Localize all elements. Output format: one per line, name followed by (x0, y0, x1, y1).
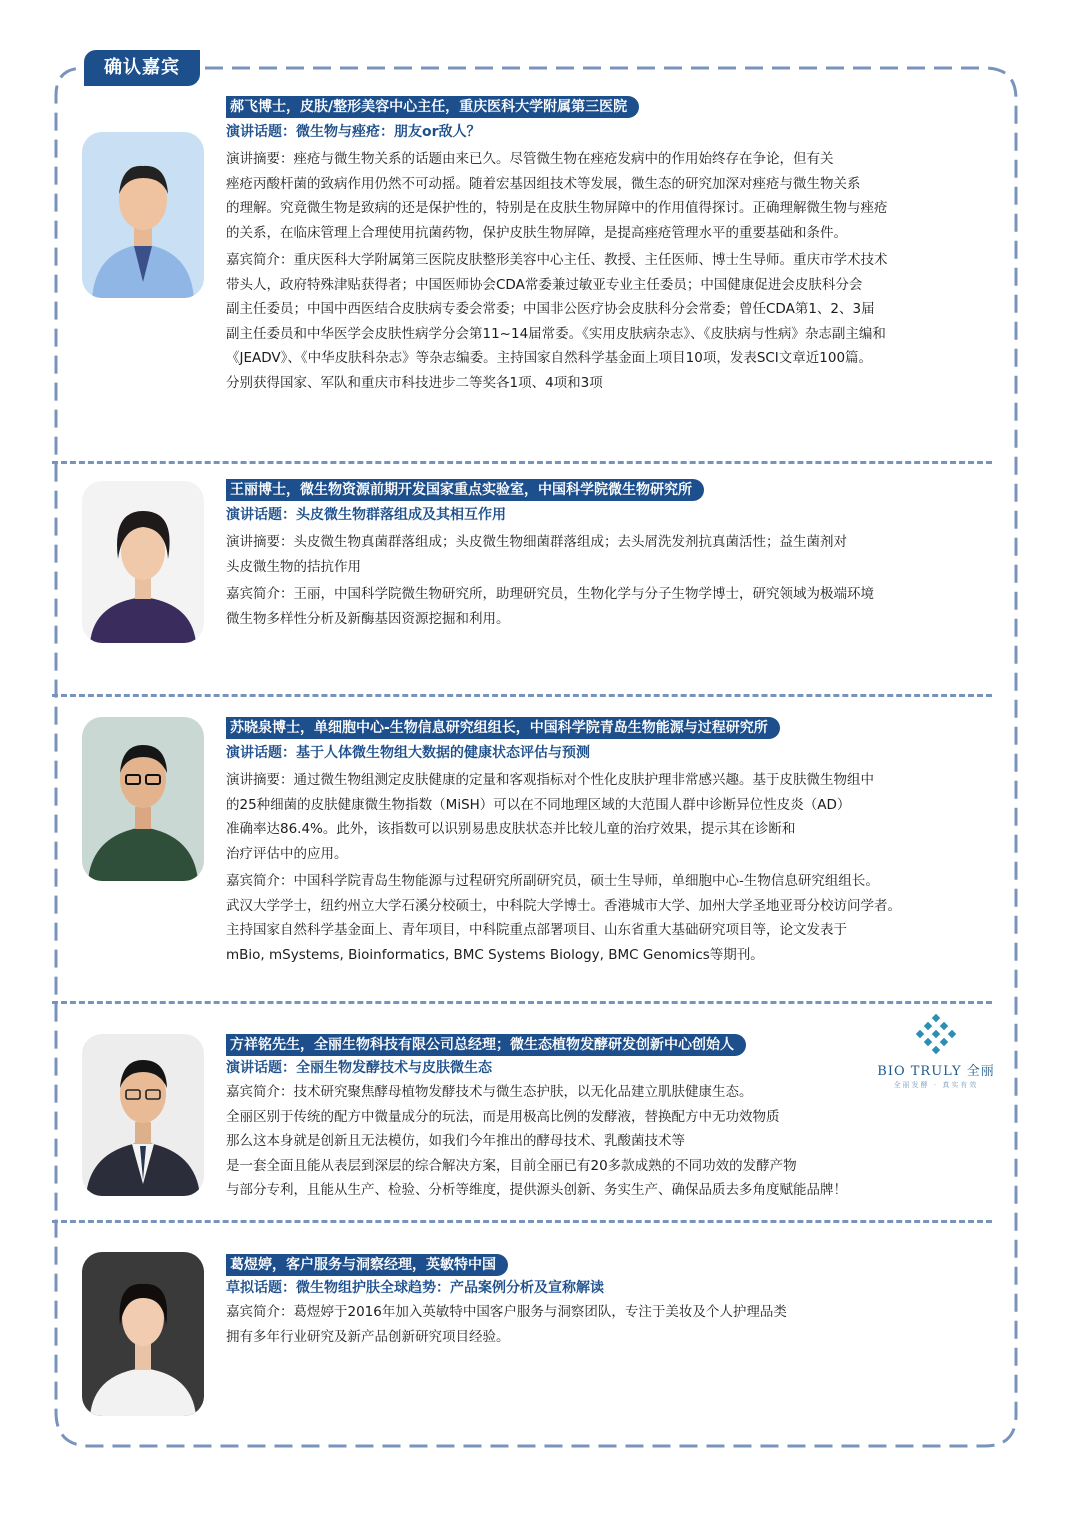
bio-line: 《JEADV》、《中华皮肤科杂志》等杂志编委。主持国家自然科学基金面上项目10项，发表SCI文章近100篇。 (226, 350, 873, 366)
divider (52, 1220, 992, 1223)
portrait-icon (82, 132, 204, 298)
speaker-bio (226, 869, 1008, 967)
section-title: 确认嘉宾 (84, 50, 200, 86)
speaker-topic: 演讲话题：全丽生物发酵技术与皮肤微生态 (226, 1060, 492, 1076)
abstract-line: 准确率达86.4%。此外，该指数可以识别易患皮肤状态并比较儿童的治疗效果，提示其在诊断和 (226, 821, 796, 837)
abstract-line: 演讲摘要：通过微生物组测定皮肤健康的定量和客观指标对个性化皮肤护理非常感兴趣。基于皮肤微生物组中 (226, 772, 874, 788)
bio-line: 嘉宾简介：中国科学院青岛生物能源与过程研究所副研究员，硕士生导师，单细胞中心-生物信息研究组组长。 (226, 873, 879, 889)
bio-line: 嘉宾简介：王丽，中国科学院微生物研究所，助理研究员，生物化学与分子生物学博士，研究领域为极端环境 (226, 586, 874, 602)
speaker-name: 王丽博士，微生物资源前期开发国家重点实验室，中国科学院微生物研究所 (226, 479, 704, 501)
bio-line: 嘉宾简介：葛煜婷于2016年加入英敏特中国客户服务与洞察团队，专注于美妆及个人护理品类 (226, 1304, 787, 1320)
divider (52, 694, 992, 697)
portrait-icon (82, 717, 204, 881)
speaker-topic: 演讲话题：头皮微生物群落组成及其相互作用 (226, 507, 506, 523)
bio-line: mBio, mSystems, Bioinformatics, BMC Systems Biology, BMC Genomics等期刊。 (226, 946, 764, 963)
bio-line: 主持国家自然科学基金面上、青年项目，中科院重点部署项目、山东省重大基础研究项目等，论文发表于 (226, 922, 847, 938)
abstract-line: 演讲摘要：头皮微生物真菌群落组成；头皮微生物细菌群落组成；去头屑洗发剂抗真菌活性；益生菌剂对 (226, 534, 847, 550)
logo-brand-text: BIO TRULY 全丽 (877, 1064, 995, 1079)
abstract-line: 的关系，在临床管理上合理使用抗菌药物，保护皮肤生物屏障，是提高痤疮管理水平的重要基础和条件。 (226, 224, 847, 241)
speaker-abstract (226, 768, 1008, 866)
bio-line: 全丽区别于传统的配方中微量成分的玩法，而是用极高比例的发酵液，替换配方中无功效物质 (226, 1108, 780, 1125)
portrait-icon (82, 1034, 204, 1196)
biotruly-logo-icon (913, 1012, 959, 1058)
abstract-line: 演讲摘要：痤疮与微生物关系的话题由来已久。尽管微生物在痤疮发病中的作用始终存在争论，但有关 (226, 151, 834, 167)
speaker-name: 郝飞博士，皮肤/整形美容中心主任，重庆医科大学附属第三医院 (226, 96, 639, 118)
abstract-line: 的25种细菌的皮肤健康微生物指数（MiSH）可以在不同地理区域的大范围人群中诊断异位性皮炎（AD） (226, 796, 851, 813)
bio-line: 带头人，政府特殊津贴获得者；中国医师协会CDA常委兼过敏亚专业主任委员；中国健康促进会皮肤科分会 (226, 276, 863, 293)
speaker-name: 葛煜婷，客户服务与洞察经理，英敏特中国 (226, 1254, 508, 1276)
speaker-abstract (226, 530, 1008, 579)
speaker-photo (82, 1034, 204, 1196)
speaker-name: 苏晓泉博士，单细胞中心-生物信息研究组组长，中国科学院青岛生物能源与过程研究所 (226, 717, 780, 739)
speaker-photo (82, 717, 204, 881)
logo-tagline: 全丽发酵 · 真实有效 (893, 1081, 979, 1089)
bio-line: 微生物多样性分析及新酶基因资源挖掘和利用。 (226, 610, 510, 627)
bio-line: 嘉宾简介：技术研究聚焦酵母植物发酵技术与微生态护肤，以无化品建立肌肤健康生态。 (226, 1084, 753, 1100)
speaker-photo (82, 132, 204, 298)
speaker-bio (226, 248, 1008, 395)
speaker-photo (82, 1252, 204, 1416)
portrait-icon (82, 1252, 204, 1416)
speaker-photo (82, 481, 204, 643)
speaker-topic: 演讲话题：微生物与痤疮：朋友or敌人？ (226, 124, 481, 140)
speaker-topic: 演讲话题：基于人体微生物组大数据的健康状态评估与预测 (226, 745, 590, 761)
portrait-icon (82, 481, 204, 643)
abstract-line: 的理解。究竟微生物是致病的还是保护性的，特别是在皮肤生物屏障中的作用值得探讨。正确理解微生物与痤疮 (226, 200, 888, 216)
bio-line: 与部分专利，且能从生产、检验、分析等维度，提供源头创新、务实生产、确保品质去多角度赋能品牌！ (226, 1182, 847, 1198)
speaker-bio (226, 1300, 1008, 1349)
bio-line: 那么这本身就是创新且无法模仿，如我们今年推出的酵母技术、乳酸菌技术等 (226, 1133, 685, 1149)
brand-logo (862, 1012, 1010, 1104)
speaker-name: 方祥铭先生，全丽生物科技有限公司总经理；微生态植物发酵研发创新中心创始人 (226, 1034, 746, 1056)
bio-line: 是一套全面且能从表层到深层的综合解决方案，目前全丽已有20多款成熟的不同功效的发酵产物 (226, 1157, 797, 1174)
bio-line: 武汉大学学士，纽约州立大学石溪分校硕士，中科院大学博士。香港城市大学、加州大学圣地亚哥分校访问学者。 (226, 897, 901, 914)
divider (52, 461, 992, 464)
bio-line: 分别获得国家、军队和重庆市科技进步二等奖各1项、4项和3项 (226, 374, 603, 391)
divider (52, 1001, 992, 1004)
bio-line: 嘉宾简介：重庆医科大学附属第三医院皮肤整形美容中心主任、教授、主任医师、博士生导师。重庆市学术技术 (226, 252, 888, 268)
speaker-bio (226, 582, 1008, 631)
bio-line: 拥有多年行业研究及新产品创新研究项目经验。 (226, 1328, 510, 1345)
bio-line: 副主任委员和中华医学会皮肤性病学分会第11~14届常委。《实用皮肤病杂志》、《皮肤病与性病》杂志副主编和 (226, 325, 886, 342)
abstract-line: 痤疮丙酸杆菌的致病作用仍然不可动摇。随着宏基因组技术等发展，微生态的研究加深对痤疮与微生物关系 (226, 175, 861, 192)
speaker-topic: 草拟话题：微生物组护肤全球趋势：产品案例分析及宣称解读 (226, 1280, 604, 1296)
abstract-line: 治疗评估中的应用。 (226, 845, 348, 862)
speaker-abstract (226, 147, 1008, 245)
bio-line: 副主任委员；中国中西医结合皮肤病专委会常委；中国非公医疗协会皮肤科分会常委；曾任CDA第1、2、3届 (226, 301, 875, 317)
abstract-line: 头皮微生物的拮抗作用 (226, 558, 361, 575)
